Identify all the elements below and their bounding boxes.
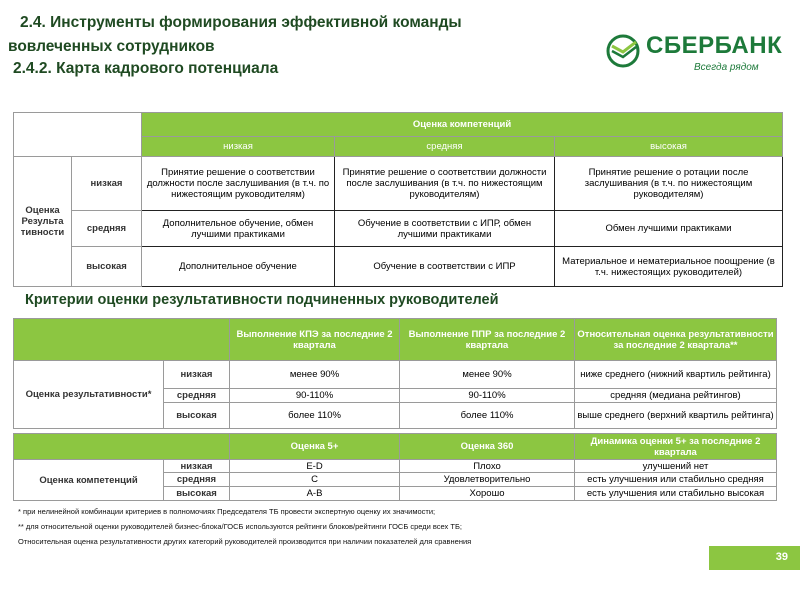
competence-cell: есть улучшения или стабильно средняя [575,473,777,487]
matrix-col-group: Оценка компетенций [142,113,783,137]
competence-cell: E-D [230,460,400,473]
matrix-cell: Обучение в соответствии с ИПР [335,247,555,287]
criteria-title: Критерии оценки результативности подчиненных руководителей [25,292,499,308]
title-line-2: вовлеченных сотрудников [8,38,215,55]
matrix-cell: Обмен лучшими практиками [555,211,783,247]
title-line-3: 2.4.2. Карта кадрового потенциала [13,60,279,77]
results-cell: 90-110% [230,389,400,403]
competence-col-header: Оценка 360 [400,434,575,460]
competence-cell: улучшений нет [575,460,777,473]
matrix-cell: Принятие решение о соответствии должности после заслушивания (в т.ч. по нижестоящим руководителям) [142,157,335,211]
matrix-cell: Материальное и нематериальное поощрение (в т.ч. нижестоящих руководителей) [555,247,783,287]
competence-row-group: Оценка компетенций [14,460,164,501]
matrix-col-header: средняя [335,137,555,157]
matrix-col-header: низкая [142,137,335,157]
matrix-row-group: Оценка Результа тивности [14,157,72,287]
title-line-1: 2.4. Инструменты формирования эффективной команды [20,14,462,31]
competence-criteria-table [13,433,777,501]
matrix-cell: Дополнительное обучение, обмен лучшими практиками [142,211,335,247]
sberbank-logo [606,32,783,76]
results-col-header: Выполнение КПЭ за последние 2 квартала [230,319,400,361]
results-col-header: Выполнение ППР за последние 2 квартала [400,319,575,361]
logo-name: СБЕРБАНК [646,32,783,59]
matrix-cell: Принятие решение о соответствии должности после заслушивания (в т.ч. по нижестоящим руководителям) [335,157,555,211]
action-matrix [13,112,783,287]
results-cell: средняя (медиана рейтингов) [575,389,777,403]
results-row-group: Оценка результативности* [14,361,164,429]
competence-row-label: низкая [164,460,230,473]
matrix-cell: Дополнительное обучение [142,247,335,287]
results-cell: менее 90% [400,361,575,389]
results-cell: 90-110% [400,389,575,403]
matrix-row-label: низкая [72,157,142,211]
competence-cell: Удовлетворительно [400,473,575,487]
competence-cell: есть улучшения или стабильно высокая [575,487,777,501]
results-cell: выше среднего (верхний квартиль рейтинга) [575,403,777,429]
competence-row-label: высокая [164,487,230,501]
competence-col-header: Оценка 5+ [230,434,400,460]
results-row-label: низкая [164,361,230,389]
results-col-header: Относительная оценка результативности за последние 2 квартала** [575,319,777,361]
matrix-cell: Обучение в соответствии с ИПР, обмен лучшими практиками [335,211,555,247]
footnotes [18,504,471,549]
footnote: Относительная оценка результативности других категорий руководителей производится при наличии показателей для сравнения [18,537,472,546]
results-cell: более 110% [400,403,575,429]
results-criteria-table [13,318,777,429]
results-cell: менее 90% [230,361,400,389]
footnote: ** для относительной оценки руководителей бизнес-блока/ГОСБ используются рейтинги блоков/рейтинги ГОСБ среди всех ТБ; [18,522,462,531]
competence-cell: Плохо [400,460,575,473]
competence-row-label: средняя [164,473,230,487]
results-cell: более 110% [230,403,400,429]
matrix-row-label: средняя [72,211,142,247]
results-corner [14,319,230,361]
competence-cell: C [230,473,400,487]
results-row-label: средняя [164,389,230,403]
matrix-cell: Принятие решение о ротации после заслушивания (в т.ч. по нижестоящим руководителям) [555,157,783,211]
competence-cell: A-B [230,487,400,501]
competence-cell: Хорошо [400,487,575,501]
logo-tagline: Всегда рядом [694,62,759,73]
competence-col-header: Динамика оценки 5+ за последние 2 квартала [575,434,777,460]
matrix-col-header: высокая [555,137,783,157]
matrix-row-label: высокая [72,247,142,287]
footnote: * при нелинейной комбинации критериев в полномочиях Председателя ТБ провести экспертную оценку их значимости; [18,507,436,516]
matrix-corner [14,113,142,157]
page-number: 39 [709,546,800,570]
results-row-label: высокая [164,403,230,429]
competence-corner [14,434,230,460]
sberbank-logo-icon [606,34,640,68]
results-cell: ниже среднего (нижний квартиль рейтинга) [575,361,777,389]
